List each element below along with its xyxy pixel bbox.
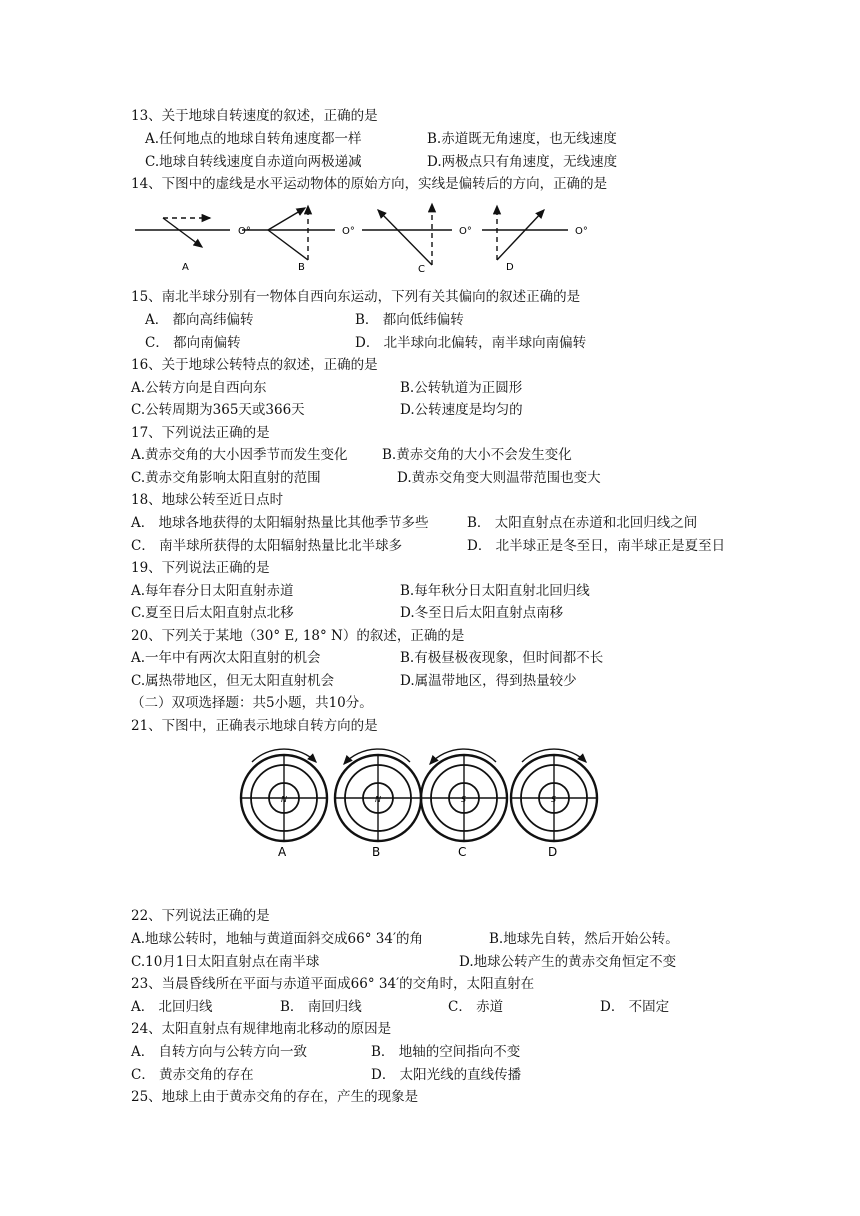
q13-option-a: A.任何地点的地球自转角速度都一样 xyxy=(145,131,362,147)
q13-option-c: C.地球自转线速度自赤道向两极递减 xyxy=(145,154,362,170)
q23-option-d: D． 不固定 xyxy=(600,999,670,1015)
q14-figure-d xyxy=(482,206,588,273)
q16-option-b: B.公转轨道为正圆形 xyxy=(400,380,523,396)
q15-option-a: A． 都向高纬偏转 xyxy=(145,312,254,328)
q14-zero-label: O° xyxy=(238,226,251,237)
q20-stem: 20、下列关于某地（30° E, 18° N）的叙述，正确的是 xyxy=(131,628,465,644)
q24-option-d: D． 太阳光线的直线传播 xyxy=(371,1067,522,1083)
q13-option-d: D.两极点只有角速度，无线速度 xyxy=(427,154,618,170)
q14-zero-label-3: O° xyxy=(459,226,472,237)
q22-option-d: D.地球公转产生的黄赤交角恒定不变 xyxy=(459,954,677,970)
q17-stem: 17、下列说法正确的是 xyxy=(131,425,270,441)
q14-label-a: A xyxy=(182,262,189,273)
q21-pole-label-b: N xyxy=(375,795,381,804)
q23-option-b: B． 南回归线 xyxy=(280,999,362,1015)
q22-option-a: A.地球公转时，地轴与黄道面斜交成66° 34′的角 xyxy=(131,931,424,947)
q21-globe-d xyxy=(511,749,597,859)
q24-option-b: B． 地轴的空间指向不变 xyxy=(371,1044,521,1060)
q15-option-b: B． 都向低纬偏转 xyxy=(355,312,464,328)
q14-zero-label-4: O° xyxy=(575,226,588,237)
q19-option-d: D.冬至日后太阳直射点南移 xyxy=(400,605,564,621)
q17-option-a: A.黄赤交角的大小因季节而发生变化 xyxy=(131,447,348,463)
q22-option-c: C.10月1日太阳直射点在南半球 xyxy=(131,954,320,970)
q21-globe-c xyxy=(421,749,507,859)
q19-option-c: C.夏至日后太阳直射点北移 xyxy=(131,605,294,621)
q14-figure-b xyxy=(242,206,355,273)
q21-label-c: C xyxy=(458,845,467,859)
q21-pole-label-d: S xyxy=(551,795,557,804)
q21-label-d: D xyxy=(548,845,558,859)
q13-option-b: B.赤道既无角速度，也无线速度 xyxy=(427,131,617,147)
q23-option-a: A． 北回归线 xyxy=(131,999,213,1015)
q15-option-d: D． 北半球向北偏转，南半球向南偏转 xyxy=(355,335,587,351)
q19-stem: 19、下列说法正确的是 xyxy=(131,560,270,576)
q14-deflection-figure xyxy=(130,200,610,280)
q24-option-c: C． 黄赤交角的存在 xyxy=(131,1067,254,1083)
q21-globe-a xyxy=(241,749,327,859)
q21-label-a: A xyxy=(278,845,287,859)
q24-stem: 24、太阳直射点有规律地南北移动的原因是 xyxy=(131,1021,392,1037)
q17-option-c: C.黄赤交角影响太阳直射的范围 xyxy=(131,470,321,486)
q21-stem: 21、下图中，正确表示地球自转方向的是 xyxy=(131,718,378,734)
q22-option-b: B.地球先自转，然后开始公转。 xyxy=(489,931,679,947)
q18-stem: 18、地球公转至近日点时 xyxy=(131,492,284,508)
q21-rotation-figure xyxy=(232,742,602,870)
q14-stem: 14、下图中的虚线是水平运动物体的原始方向，实线是偏转后的方向，正确的是 xyxy=(131,176,608,192)
q14-label-d: D xyxy=(506,262,514,273)
q24-option-a: A． 自转方向与公转方向一致 xyxy=(131,1044,308,1060)
q18-option-d: D． 北半球正是冬至日，南半球正是夏至日 xyxy=(467,538,726,554)
q21-globe-b xyxy=(335,749,421,859)
q20-option-c: C.属热带地区，但无太阳直射机会 xyxy=(131,673,335,689)
q16-option-c: C.公转周期为365天或366天 xyxy=(131,402,305,418)
q15-option-c: C． 都向南偏转 xyxy=(145,335,241,351)
q25-stem: 25、地球上由于黄赤交角的存在，产生的现象是 xyxy=(131,1089,419,1105)
q22-stem: 22、下列说法正确的是 xyxy=(131,908,270,924)
q23-option-c: C． 赤道 xyxy=(448,999,504,1015)
q14-figure-a xyxy=(135,218,251,273)
q20-option-a: A.一年中有两次太阳直射的机会 xyxy=(131,650,321,666)
q18-option-a: A． 地球各地获得的太阳辐射热量比其他季节多些 xyxy=(131,515,429,531)
q19-option-b: B.每年秋分日太阳直射北回归线 xyxy=(400,583,590,599)
section-2-heading: （二）双项选择题：共5小题，共10分。 xyxy=(131,695,373,711)
q17-option-d: D.黄赤交角变大则温带范围也变大 xyxy=(397,470,601,486)
q21-pole-label-a: N xyxy=(281,795,287,804)
q17-option-b: B.黄赤交角的大小不会发生变化 xyxy=(382,447,572,463)
q16-option-a: A.公转方向是自西向东 xyxy=(131,380,267,396)
q21-label-b: B xyxy=(372,845,381,859)
q20-option-b: B.有极昼极夜现象，但时间都不长 xyxy=(400,650,604,666)
q16-option-d: D.公转速度是均匀的 xyxy=(400,402,523,418)
q14-label-c: C xyxy=(418,264,425,275)
q19-option-a: A.每年春分日太阳直射赤道 xyxy=(131,583,294,599)
q15-stem: 15、南北半球分别有一物体自西向东运动，下列有关其偏向的叙述正确的是 xyxy=(131,289,581,305)
q14-label-b: B xyxy=(298,262,305,273)
q18-option-c: C． 南半球所获得的太阳辐射热量比北半球多 xyxy=(131,538,403,554)
q16-stem: 16、关于地球公转特点的叙述，正确的是 xyxy=(131,357,378,373)
q14-zero-label-2: O° xyxy=(342,226,355,237)
q21-pole-label-c: S xyxy=(461,795,467,804)
q20-option-d: D.属温带地区，得到热量较少 xyxy=(400,673,577,689)
q18-option-b: B． 太阳直射点在赤道和北回归线之间 xyxy=(467,515,698,531)
q23-stem: 23、当晨昏线所在平面与赤道平面成66° 34′的交角时，太阳直射在 xyxy=(131,976,535,992)
q14-figure-c xyxy=(362,204,472,275)
q13-stem: 13、关于地球自转速度的叙述，正确的是 xyxy=(131,108,378,124)
